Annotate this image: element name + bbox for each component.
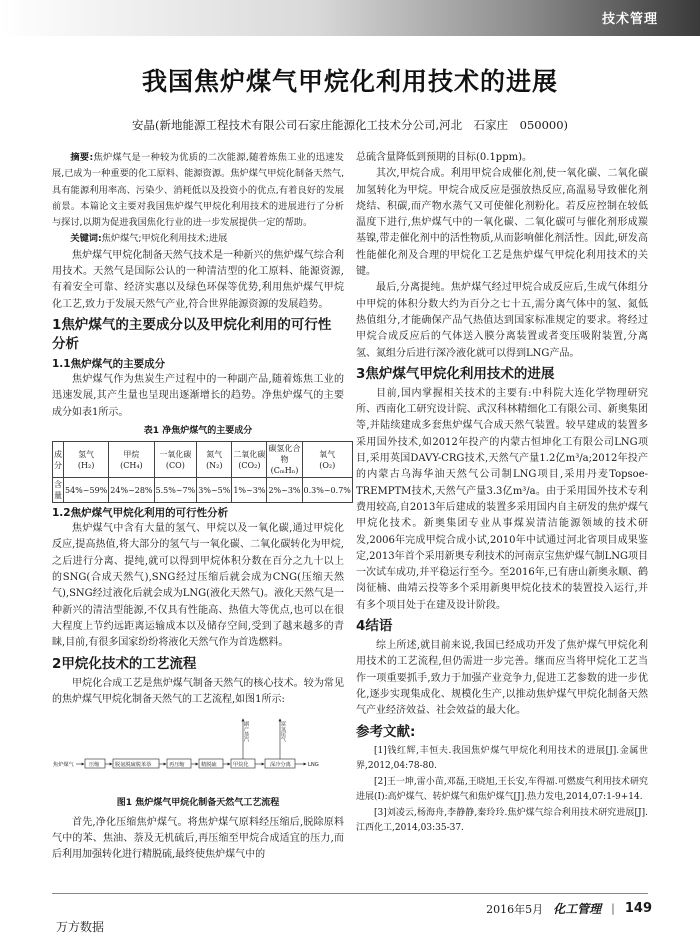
flow-box-label: 再压缩 — [169, 762, 185, 769]
section-1-2-heading: 1.2焦炉煤气甲烷化利用的可行性分析 — [52, 507, 229, 520]
table-header-cell: 氧气 (O₂) — [302, 442, 352, 478]
table-cell: 2%~3% — [267, 478, 302, 503]
reference-item: [3]刘凌云,杨海舟,李静静,秦玲玲.焦炉煤气综合利用技术研究进展[J].江西化工,2014,03:35-37. — [356, 807, 648, 833]
abstract-label: 摘要: — [70, 152, 94, 163]
flow-box-label: 甲烷化 — [233, 762, 249, 769]
table-cell: 54%~59% — [64, 478, 109, 503]
flow-box-label: 脱氨脱硫脱苯萘 — [115, 762, 152, 769]
flow-box-label: 压缩 — [89, 762, 100, 769]
footer-rule — [52, 893, 648, 894]
table-header-cell: 氮气 (N₂) — [197, 442, 232, 478]
section-1-1-heading: 1.1焦炉煤气的主要成分 — [52, 357, 166, 370]
flow-side-label: 富氢尾气 — [280, 721, 286, 742]
page-footer — [486, 900, 652, 917]
article-title: 我国焦炉煤气甲烷化利用技术的进展 — [141, 67, 558, 96]
process-flow-diagram — [52, 711, 344, 787]
composition-table — [52, 441, 353, 503]
right-column — [356, 150, 648, 837]
table-header-cell: 成分 — [53, 442, 64, 478]
section-1-heading: 1焦炉煤气的主要成分以及甲烷化利用的可行性分析 — [52, 316, 332, 352]
keywords-text: 焦炉煤气;甲烷化利用技术;进展 — [101, 233, 228, 245]
left-column — [52, 150, 351, 864]
page-number: 149 — [624, 901, 652, 916]
section-4-heading: 4结语 — [356, 618, 393, 635]
section-2-heading: 2甲烷化技术的工艺流程 — [52, 655, 197, 672]
intro-paragraph: 焦炉煤气甲烷化制备天然气技术是一种新兴的焦炉煤气综合利用技术。天然气是国际公认的一种清洁型的化工原料、能源资源,有着安全可靠、经济实惠以及绿色环保等优势,利用焦炉煤气甲烷化工艺,致力于发展天然气产业,符合世界能源资源的发展趋势。 — [52, 249, 344, 310]
section-1-1-text: 焦炉煤气作为焦炭生产过程中的一种副产品,随着炼焦工业的迅速发展,其产生量也呈现出逐渐增长的趋势。净焦炉煤气的主要成分如表1所示。 — [52, 373, 344, 418]
journal-name: 化工管理 — [553, 902, 602, 916]
abstract — [52, 150, 344, 231]
table-cell: 0.3%~0.7% — [302, 478, 352, 503]
table-header-cell: 二氧化碳 (CO₂) — [232, 442, 267, 478]
figure-1-title: 图1 焦炉煤气甲烷化制备天然气工艺流程 — [116, 798, 280, 809]
table-cell: 24%~28% — [109, 478, 154, 503]
table-cell: 1%~3% — [232, 478, 267, 503]
author-affiliation: 安晶(新地能源工程技术有限公司石家庄能源化工技术分公司,河北 石家庄 050000) — [131, 118, 569, 132]
flow-box-label: 精脱硫 — [201, 762, 217, 769]
flow-box-label: LNG — [308, 762, 319, 769]
table-1-title: 表1 净焦炉煤气的主要成分 — [143, 425, 253, 436]
keywords — [52, 231, 344, 247]
right-paragraph-3: 最后,分离提纯。焦炉煤气经过甲烷合成反应后,生成气体组分中甲烷的体积分数大约为百分之七十五,需分离气体中的氢、氮低热值组分,才能确保产品气热值达到国家标准规定的要求。将经过甲烷合成反应后的气体送入膜分离装置或者变压吸附装置,分离氢、氮组分后进行深冷液化就可以得到LNG产品。 — [356, 282, 648, 359]
issue-date: 2016年5月 — [486, 902, 544, 916]
flow-box-label: 焦炉煤气 — [53, 762, 74, 769]
section-header-bar — [0, 0, 700, 36]
keywords-label: 关键词: — [70, 233, 102, 245]
table-row-label: 含量 — [53, 478, 64, 503]
right-paragraph-2: 其次,甲烷合成。利用甲烷合成催化剂,使一氧化碳、二氧化碳加氢转化为甲烷。甲烷合成反应是强放热反应,高温易导致催化剂烧结、积碳,而产物水蒸气又可使催化剂粉化。若反应控制在较低温度下进行,焦炉煤气中的一氧化碳、二氧化碳可与催化剂形成羰基镍,带走催化剂中的活性物质,从而影响催化剂活性。因此,研发高性能催化剂及合理的甲烷化工艺是焦炉煤气甲烷化利用技术的关键。 — [356, 168, 648, 278]
table-header-row — [53, 442, 353, 478]
section-tag: 技术管理 — [601, 12, 658, 27]
table-row — [53, 478, 353, 503]
section-3-heading: 3焦炉煤气甲烷化利用技术的进展 — [356, 365, 555, 382]
right-paragraph-1: 总硫含量降低到预期的目标(0.1ppm)。 — [356, 152, 532, 163]
references-heading: 参考文献: — [356, 723, 416, 740]
table-header-cell: 甲烷 (CH₄) — [109, 442, 154, 478]
database-watermark: 万方数据 — [56, 920, 105, 934]
process-flow-figure — [52, 711, 344, 812]
footer-separator: | — [611, 902, 615, 915]
table-header-cell: 碳氢化合物 (CₘHₙ) — [267, 442, 302, 478]
section-1-2-text: 焦炉煤气中含有大量的氢气、甲烷以及一氧化碳,通过甲烷化反应,提高热值,将大部分的氢气与一氧化碳、二氧化碳转化为甲烷,之后进行分离、提纯,就可以得到甲烷体积分数在百分之九十以上的SNG(合成天然气),SNG经过压缩后就会成为CNG(压缩天然气),SNG经过液化后就会成为LNG(液化天然气)。液化天然气是一种新兴的清洁型能源,不仅具有性能高、热值大等优点,也可以在很大程度上节约远距离运输成本以及储存空间,受到了越来越多的青睐,目前,有很多国家纷纷将液化天然气作为首选燃料。 — [52, 523, 344, 649]
reference-item: [2]王一坤,雷小苗,邓磊,王晓旭,王长安,车得福.可燃废气利用技术研究进展(Ⅰ):高炉煤气、转炉煤气和焦炉煤气[J].热力发电,2014,07:1-9+14. — [356, 776, 648, 802]
flow-box-label: 深冷分离 — [270, 762, 291, 769]
table-cell: 5.5%~7% — [154, 478, 197, 503]
section-3-text: 目前,国内掌握相关技术的主要有:中科院大连化学物理研究所、西南化工研究设计院、武汉科林精细化工有限公司、新奥集团等,并陆续建成多套焦炉煤气合成天然气装置。较早建成的装置多采用国外技术,如2012年投产的内蒙古恒坤化工有限公司LNG项目,采用英国DAVY-CRG技术,天然气产量1.2亿m³/a;2012年投产的内蒙古乌海华油天然气公司制LNG项目,采用丹麦Topsoe-TREMPTM技术,天然气产量3.3亿m³/a。由于采用国外技术专利费用较高,自2013年后建成的装置多采用国内自主研发的焦炉煤气甲烷化技术。新奥集团专业从事煤炭清洁能源领域的技术研发,2006年完成甲烷合成小试,2010年中试通过河北省项目成果鉴定,2013年首个采用新奥专利技术的河南京宝焦炉煤气制LNG项目一次试车成功,并平稳运行至今。至2016年,已有唐山新奥永顺、鹤岗征楠、曲靖云投等多个采用新奥甲烷化技术的装置投入运行,并有多个项目处于在建及设计阶段。 — [356, 387, 649, 611]
abstract-text: 焦炉煤气是一种较为优质的二次能源,随着炼焦工业的迅速发展,已成为一种重要的化工原料、能源资源。焦炉煤气甲烷化制备天然气,具有能源利用率高、污染少、消耗低以及投资小的优点,有着良好的发展前景。本篇论文主要对我国焦炉煤气甲烷化利用技术的进展进行了分析与探讨,以期为促进我国焦化行业的进一步发展提供一定的帮助。 — [52, 152, 344, 229]
section-2-text-continued: 首先,净化压缩焦炉煤气。将焦炉煤气原料经压缩后,脱除原料气中的苯、焦油、萘及无机硫后,再压缩至甲烷合成适宜的压力,而后利用加强转化进行精脱硫,最终使焦炉煤气中的 — [52, 816, 344, 861]
table-header-cell: 氢气 (H₂) — [64, 442, 109, 478]
flow-side-label: 副产蒸汽 — [243, 721, 249, 742]
table-cell: 3%~5% — [197, 478, 232, 503]
section-2-text: 甲烷化合成工艺是焦炉煤气制备天然气的核心技术。较为常见的焦炉煤气甲烷化制备天然气的工艺流程,如图1所示: — [52, 677, 344, 705]
reference-item: [1]钱红辉,丰恒夫.我国焦炉煤气甲烷化利用技术的进展[J].金属世界,2012,04:78-80. — [356, 745, 648, 771]
table-header-cell: 一氧化碳 (CO) — [154, 442, 197, 478]
section-4-text: 综上所述,就目前来说,我国已经成功开发了焦炉煤气甲烷化利用技术的工艺流程,但仍需进一步完善。继而应当将甲烷化工艺当作一项重要抓手,致力于加强产业竞争力,促进工艺参数的进一步优化,逐步实现集成化、规模化生产,以推动焦炉煤气甲烷化制备天然气产业经济效益、社会效益的最大化。 — [356, 640, 648, 717]
